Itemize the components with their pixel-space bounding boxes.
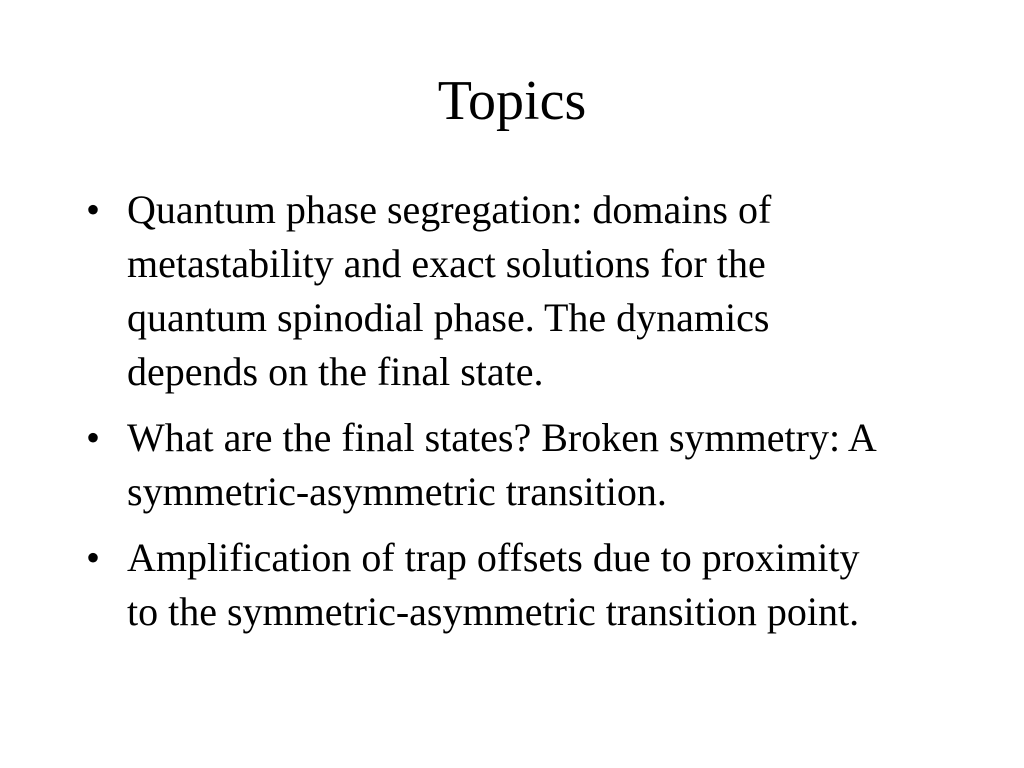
bullet-icon: • — [86, 535, 101, 580]
bullet-item — [0, 183, 887, 399]
bullet-icon: • — [86, 415, 101, 460]
bullet-text: Quantum phase segregation: domains of metastability and exact solutions for the quantum spinodial phase. The dynamics depends on the final state. — [127, 187, 772, 394]
bullet-icon: • — [86, 187, 101, 232]
bullet-item — [0, 411, 887, 519]
bullet-list — [0, 183, 1024, 651]
bullet-text: What are the final states? Broken symmetry: A symmetric-asymmetric transition. — [127, 415, 875, 514]
bullet-text: Amplification of trap offsets due to proximity to the symmetric-asymmetric transition point. — [127, 535, 860, 634]
bullet-item — [0, 531, 887, 639]
slide-title: Topics — [437, 70, 587, 132]
